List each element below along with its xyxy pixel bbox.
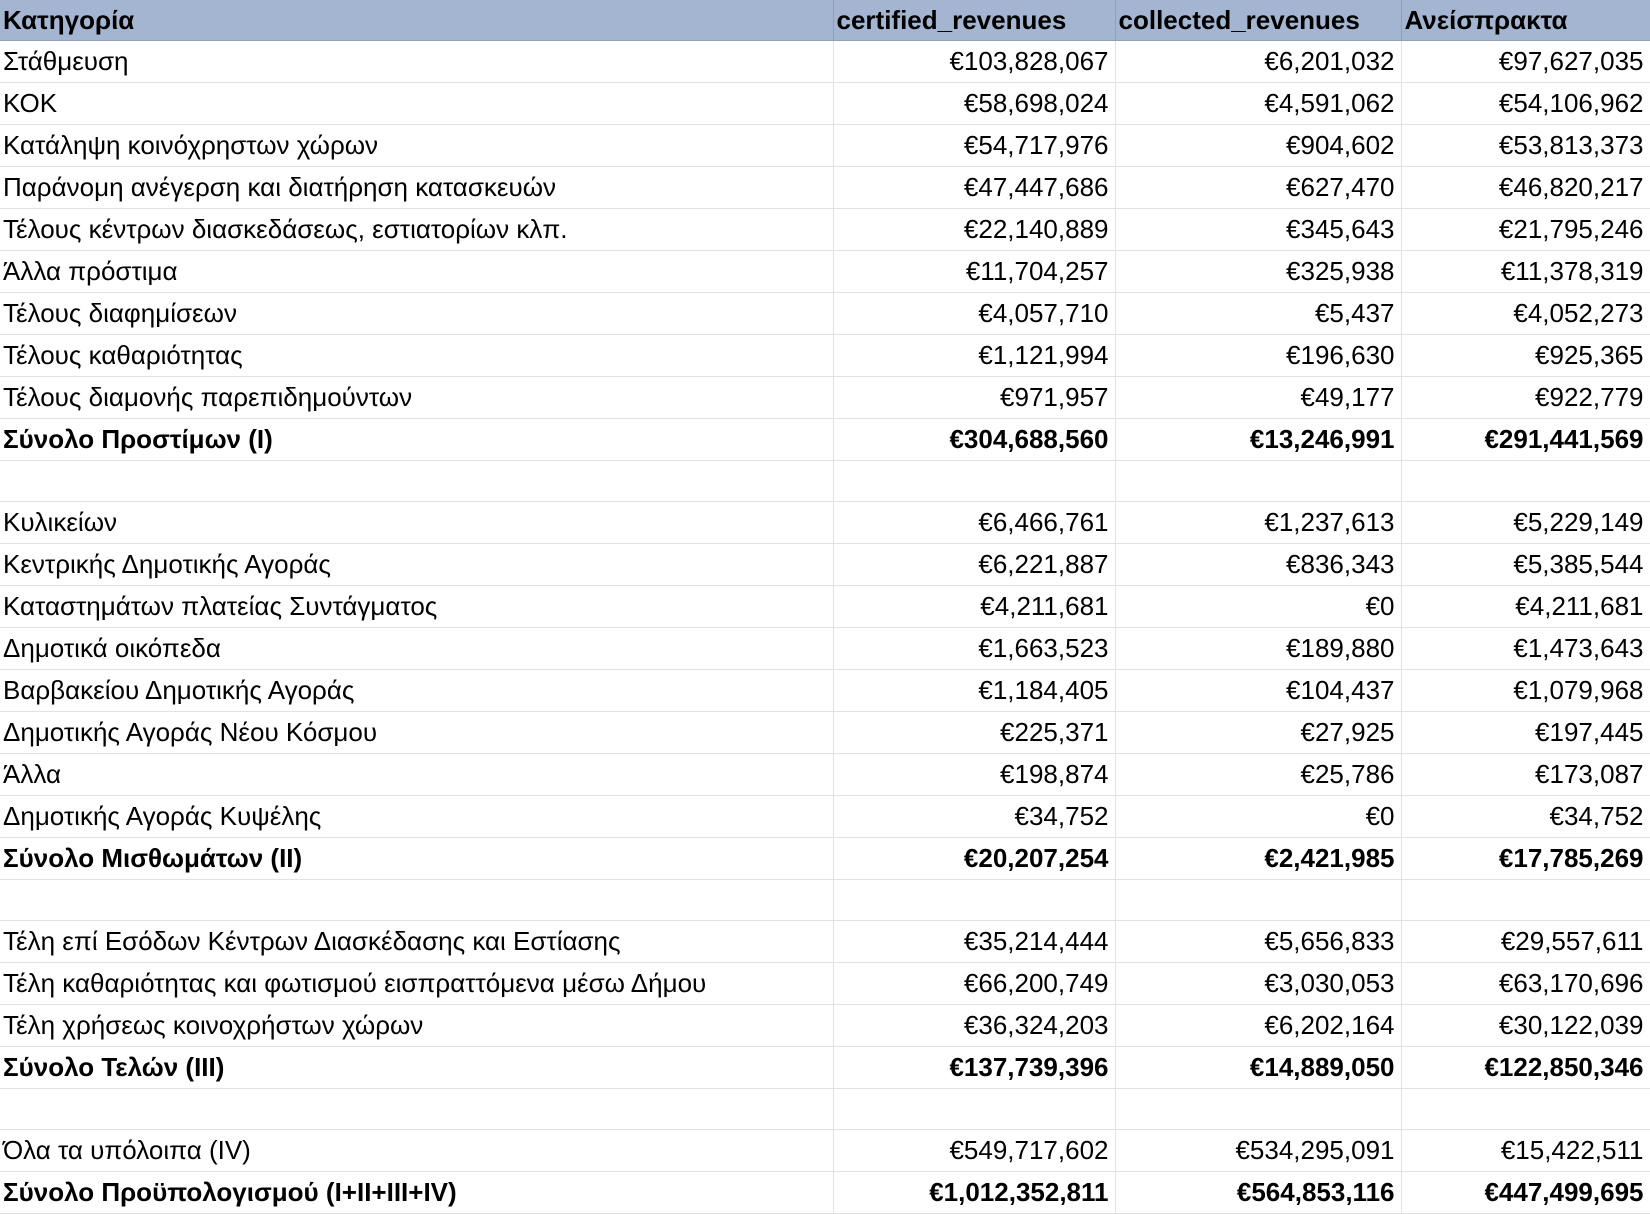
table-row [0, 1130, 1650, 1172]
category-cell[interactable]: Καταστημάτων πλατείας Συντάγματος [0, 586, 833, 628]
collected-cell[interactable]: €534,295,091 [1115, 1130, 1401, 1172]
grand-total-row [0, 1172, 1650, 1214]
category-cell[interactable]: Όλα τα υπόλοιπα (IV) [0, 1130, 833, 1172]
table-row [0, 628, 1650, 670]
table-row [0, 1005, 1650, 1047]
uncollected-cell[interactable]: €30,122,039 [1401, 1005, 1650, 1047]
collected-cell[interactable]: €13,246,991 [1115, 419, 1401, 461]
collected-cell[interactable] [1115, 461, 1401, 502]
certified-cell[interactable]: €137,739,396 [833, 1047, 1115, 1089]
blank-row [0, 880, 1650, 921]
category-cell[interactable]: Βαρβακείου Δημοτικής Αγοράς [0, 670, 833, 712]
certified-cell[interactable]: €58,698,024 [833, 83, 1115, 125]
category-cell[interactable]: Κυλικείων [0, 502, 833, 544]
collected-cell[interactable]: €1,237,613 [1115, 502, 1401, 544]
table-row [0, 754, 1650, 796]
table-row [0, 796, 1650, 838]
header-collected-revenues[interactable]: collected_revenues [1115, 0, 1401, 41]
uncollected-cell[interactable]: €54,106,962 [1401, 83, 1650, 125]
category-cell[interactable] [0, 1089, 833, 1130]
collected-cell[interactable]: €5,437 [1115, 293, 1401, 335]
table-row [0, 670, 1650, 712]
uncollected-cell[interactable] [1401, 880, 1650, 921]
uncollected-cell[interactable]: €63,170,696 [1401, 963, 1650, 1005]
subtotal-row [0, 838, 1650, 880]
table-row [0, 167, 1650, 209]
subtotal-row [0, 1047, 1650, 1089]
collected-cell[interactable]: €14,889,050 [1115, 1047, 1401, 1089]
category-cell[interactable]: Σύνολο Προϋπολογισμού (Ι+ΙΙ+ΙΙΙ+IV) [0, 1172, 833, 1214]
collected-cell[interactable]: €0 [1115, 796, 1401, 838]
table-row [0, 377, 1650, 419]
category-cell[interactable]: Άλλα πρόστιμα [0, 251, 833, 293]
uncollected-cell[interactable]: €173,087 [1401, 754, 1650, 796]
header-uncollected[interactable]: Ανείσπρακτα [1401, 0, 1650, 41]
blank-row [0, 1089, 1650, 1130]
category-cell[interactable]: Τέλη καθαριότητας και φωτισμού εισπραττόμενα μέσω Δήμου [0, 963, 833, 1005]
certified-cell[interactable]: €35,214,444 [833, 921, 1115, 963]
collected-cell[interactable]: €25,786 [1115, 754, 1401, 796]
uncollected-cell[interactable]: €53,813,373 [1401, 125, 1650, 167]
collected-cell[interactable]: €836,343 [1115, 544, 1401, 586]
uncollected-cell[interactable]: €197,445 [1401, 712, 1650, 754]
category-cell[interactable]: Σύνολο Μισθωμάτων (ΙΙ) [0, 838, 833, 880]
certified-cell[interactable]: €34,752 [833, 796, 1115, 838]
category-cell[interactable]: Σύνολο Τελών (ΙΙΙ) [0, 1047, 833, 1089]
uncollected-cell[interactable]: €34,752 [1401, 796, 1650, 838]
table-row [0, 83, 1650, 125]
collected-cell[interactable]: €196,630 [1115, 335, 1401, 377]
uncollected-cell[interactable]: €447,499,695 [1401, 1172, 1650, 1214]
collected-cell[interactable]: €27,925 [1115, 712, 1401, 754]
category-cell[interactable]: Σύνολο Προστίμων (Ι) [0, 419, 833, 461]
category-cell[interactable]: Κεντρικής Δημοτικής Αγοράς [0, 544, 833, 586]
uncollected-cell[interactable]: €97,627,035 [1401, 41, 1650, 83]
category-cell[interactable]: Τέλους καθαριότητας [0, 335, 833, 377]
uncollected-cell[interactable]: €5,229,149 [1401, 502, 1650, 544]
certified-cell[interactable]: €1,121,994 [833, 335, 1115, 377]
table-row [0, 41, 1650, 83]
table-row [0, 963, 1650, 1005]
collected-cell[interactable]: €4,591,062 [1115, 83, 1401, 125]
uncollected-cell[interactable]: €11,378,319 [1401, 251, 1650, 293]
category-cell[interactable]: Τέλους διαμονής παρεπιδημούντων [0, 377, 833, 419]
uncollected-cell[interactable]: €29,557,611 [1401, 921, 1650, 963]
uncollected-cell[interactable]: €925,365 [1401, 335, 1650, 377]
certified-cell[interactable]: €1,184,405 [833, 670, 1115, 712]
collected-cell[interactable]: €564,853,116 [1115, 1172, 1401, 1214]
category-cell[interactable] [0, 461, 833, 502]
category-cell[interactable]: Τέλους κέντρων διασκεδάσεως, εστιατορίων κλπ. [0, 209, 833, 251]
uncollected-cell[interactable] [1401, 461, 1650, 502]
certified-cell[interactable] [833, 880, 1115, 921]
certified-cell[interactable]: €4,211,681 [833, 586, 1115, 628]
uncollected-cell[interactable]: €1,079,968 [1401, 670, 1650, 712]
certified-cell[interactable]: €971,957 [833, 377, 1115, 419]
collected-cell[interactable]: €325,938 [1115, 251, 1401, 293]
uncollected-cell[interactable]: €17,785,269 [1401, 838, 1650, 880]
category-cell[interactable]: Τέλους διαφημίσεων [0, 293, 833, 335]
certified-cell[interactable]: €22,140,889 [833, 209, 1115, 251]
certified-cell[interactable]: €36,324,203 [833, 1005, 1115, 1047]
table-row [0, 921, 1650, 963]
category-cell[interactable]: Δημοτικά οικόπεδα [0, 628, 833, 670]
certified-cell[interactable]: €1,663,523 [833, 628, 1115, 670]
certified-cell[interactable]: €198,874 [833, 754, 1115, 796]
collected-cell[interactable]: €0 [1115, 586, 1401, 628]
certified-cell[interactable]: €54,717,976 [833, 125, 1115, 167]
uncollected-cell[interactable]: €21,795,246 [1401, 209, 1650, 251]
category-cell[interactable]: Τέλη χρήσεως κοινοχρήστων χώρων [0, 1005, 833, 1047]
table-row [0, 502, 1650, 544]
category-cell[interactable] [0, 880, 833, 921]
collected-cell[interactable]: €189,880 [1115, 628, 1401, 670]
category-cell[interactable]: Κατάληψη κοινόχρηστων χώρων [0, 125, 833, 167]
uncollected-cell[interactable]: €15,422,511 [1401, 1130, 1650, 1172]
collected-cell[interactable]: €49,177 [1115, 377, 1401, 419]
uncollected-cell[interactable]: €122,850,346 [1401, 1047, 1650, 1089]
collected-cell[interactable]: €2,421,985 [1115, 838, 1401, 880]
table-row [0, 586, 1650, 628]
category-cell[interactable]: ΚΟΚ [0, 83, 833, 125]
table-row [0, 544, 1650, 586]
uncollected-cell[interactable]: €4,211,681 [1401, 586, 1650, 628]
table-row [0, 712, 1650, 754]
certified-cell[interactable]: €11,704,257 [833, 251, 1115, 293]
table-row [0, 251, 1650, 293]
header-certified-revenues[interactable]: certified_revenues [833, 0, 1115, 41]
header-category[interactable]: Κατηγορία [0, 0, 833, 41]
certified-cell[interactable] [833, 461, 1115, 502]
table-row [0, 125, 1650, 167]
uncollected-cell[interactable]: €46,820,217 [1401, 167, 1650, 209]
table-row [0, 209, 1650, 251]
certified-cell[interactable]: €4,057,710 [833, 293, 1115, 335]
uncollected-cell[interactable]: €291,441,569 [1401, 419, 1650, 461]
uncollected-cell[interactable]: €922,779 [1401, 377, 1650, 419]
certified-cell[interactable]: €47,447,686 [833, 167, 1115, 209]
collected-cell[interactable]: €627,470 [1115, 167, 1401, 209]
certified-cell[interactable]: €103,828,067 [833, 41, 1115, 83]
category-cell[interactable]: Τέλη επί Εσόδων Κέντρων Διασκέδασης και Εστίασης [0, 921, 833, 963]
collected-cell[interactable] [1115, 880, 1401, 921]
certified-cell[interactable]: €304,688,560 [833, 419, 1115, 461]
uncollected-cell[interactable]: €4,052,273 [1401, 293, 1650, 335]
certified-cell[interactable]: €20,207,254 [833, 838, 1115, 880]
category-cell[interactable]: Δημοτικής Αγοράς Κυψέλης [0, 796, 833, 838]
certified-cell[interactable]: €6,221,887 [833, 544, 1115, 586]
collected-cell[interactable]: €6,201,032 [1115, 41, 1401, 83]
certified-cell[interactable]: €225,371 [833, 712, 1115, 754]
certified-cell[interactable]: €6,466,761 [833, 502, 1115, 544]
collected-cell[interactable]: €104,437 [1115, 670, 1401, 712]
category-cell[interactable]: Άλλα [0, 754, 833, 796]
category-cell[interactable]: Στάθμευση [0, 41, 833, 83]
uncollected-cell[interactable] [1401, 1089, 1650, 1130]
collected-cell[interactable]: €904,602 [1115, 125, 1401, 167]
table-row [0, 335, 1650, 377]
collected-cell[interactable] [1115, 1089, 1401, 1130]
category-cell[interactable]: Δημοτικής Αγοράς Νέου Κόσμου [0, 712, 833, 754]
header-row [0, 0, 1650, 41]
table-row [0, 293, 1650, 335]
certified-cell[interactable]: €66,200,749 [833, 963, 1115, 1005]
certified-cell[interactable]: €549,717,602 [833, 1130, 1115, 1172]
collected-cell[interactable]: €3,030,053 [1115, 963, 1401, 1005]
subtotal-row [0, 419, 1650, 461]
category-cell[interactable]: Παράνομη ανέγερση και διατήρηση κατασκευών [0, 167, 833, 209]
certified-cell[interactable] [833, 1089, 1115, 1130]
uncollected-cell[interactable]: €1,473,643 [1401, 628, 1650, 670]
collected-cell[interactable]: €345,643 [1115, 209, 1401, 251]
collected-cell[interactable]: €6,202,164 [1115, 1005, 1401, 1047]
blank-row [0, 461, 1650, 502]
uncollected-cell[interactable]: €5,385,544 [1401, 544, 1650, 586]
certified-cell[interactable]: €1,012,352,811 [833, 1172, 1115, 1214]
collected-cell[interactable]: €5,656,833 [1115, 921, 1401, 963]
